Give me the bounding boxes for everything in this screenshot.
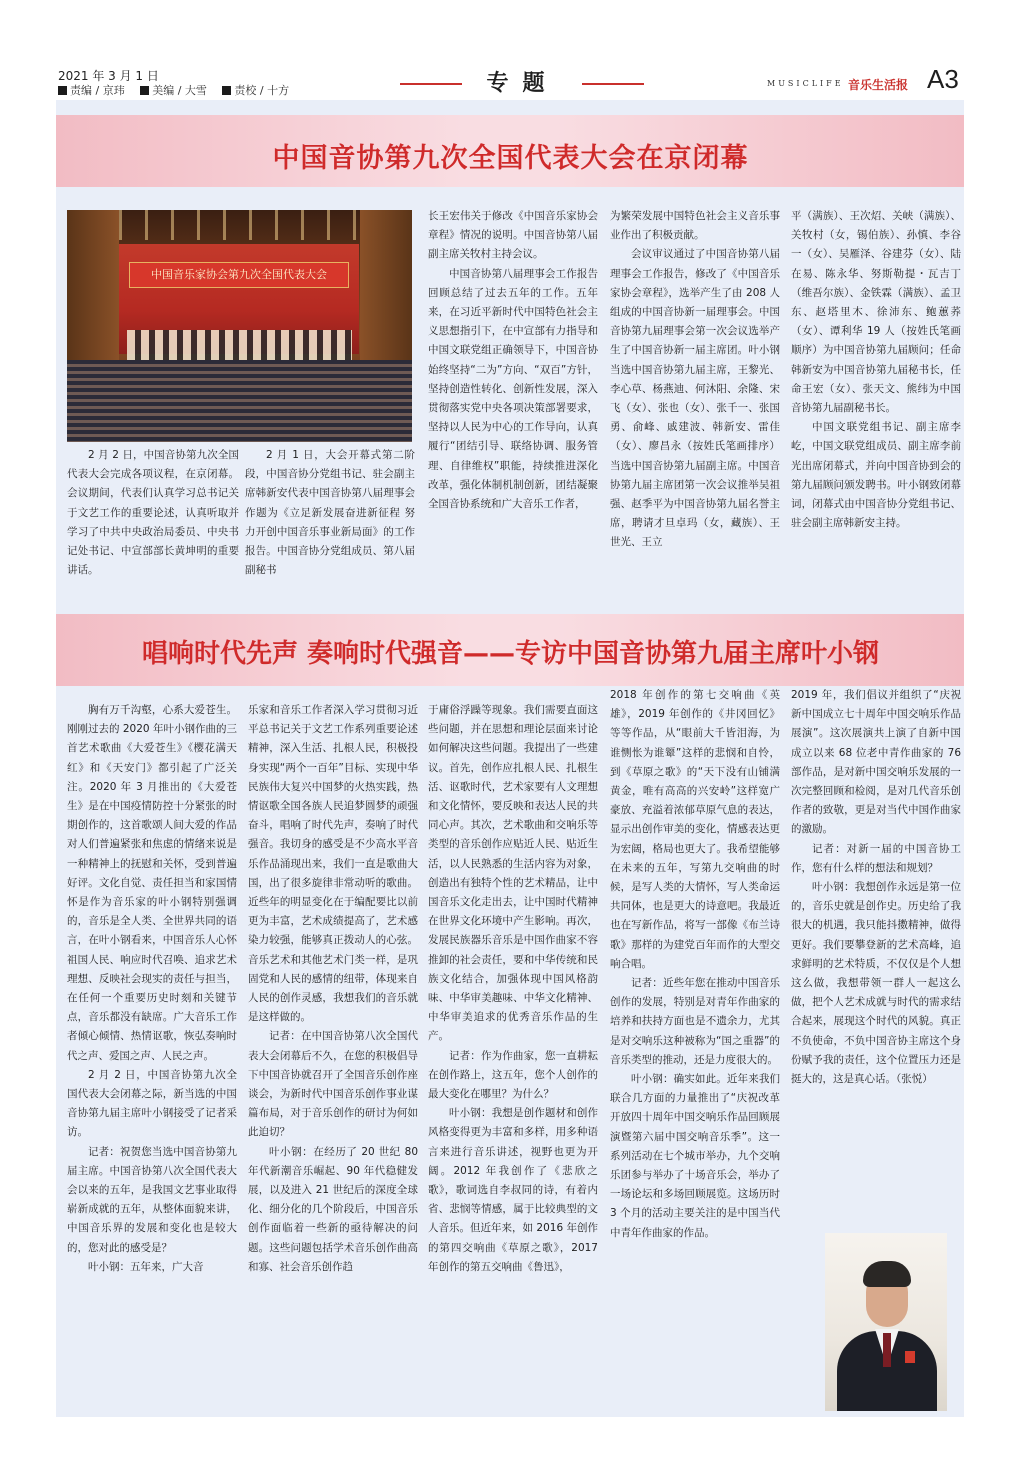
article1-column-4 bbox=[610, 207, 780, 595]
paragraph: 记者：祝贺您当选中国音协第九届主席。中国音协第八次全国代表大会以来的五年，是我国文艺事业取得崭新成就的五年，从整体面貌来讲，中国音乐界的发展和变化也是较大的，您对此的感受是？ bbox=[67, 1145, 237, 1254]
column-rule-left bbox=[400, 83, 462, 85]
paragraph: 2019 年，我们倡议并组织了“庆祝新中国成立七十周年中国交响乐作品展演”。这次展演共上演了自新中国成立以来 68 位老中青作曲家的 76 部作品，是对新中国交响乐发展的一次完整回顾和检阅，是对几代音乐创作者的致敬，更是对当代中国作曲家的激励。 bbox=[791, 689, 961, 836]
paragraph: 会议审议通过了中国音协第八届理事会工作报告，修改了《中国音乐家协会章程》，选举产生了由 208 人组成的中国音协新一届理事会。中国音协第九届理事会第一次会议选举产生了中国音协新一届主席团。叶小钢当选中国音协第九届主席，王黎光、李心草、杨燕迪、何沐阳、余隆、宋飞（女）、张也（女）、张千一、张国勇、俞峰、戚建波、韩新安、雷佳（女）、廖昌永（按姓氏笔画排序）当选中国音协第九届副主席。中国音协第九届主席团第一次会议推举吴祖强、赵季平为中国音协第九届名誉主席，聘请才旦卓玛（女，藏族）、王世光、王立 bbox=[610, 248, 780, 549]
brand-english: MUSICLIFE bbox=[767, 79, 844, 88]
square-bullet-icon bbox=[222, 86, 231, 95]
article1-headline: 中国音协第九次全国代表大会在京闭幕 bbox=[272, 143, 749, 174]
square-bullet-icon bbox=[58, 86, 67, 95]
column-rule-right bbox=[582, 83, 644, 85]
paragraph: 平（满族）、王次炤、关峡（满族）、关牧村（女，锡伯族）、孙慎、李谷一（女）、吴雁泽、谷建芬（女）、陆在易、陈永华、努斯勒提・瓦吉丁（维吾尔族）、金铁霖（满族）、孟卫东、赵塔里木、徐沛东、鲍蕙荞（女）、谭利华 19 人（按姓氏笔画顺序）为中国音协第九届顾问；任命韩新安为中国音协第九届秘书长，任命王宏（女）、张天文、熊纬为中国音协第九届副秘书长。 bbox=[791, 210, 961, 415]
article1-column-1: 2 月 2 日，中国音协第九次全国代表大会完成各项议程，在京闭幕。会议期间，代表们认真学习总书记关于文艺工作的重要论述，认真听取并学习了中共中央政治局委员、中央书记处书记、中宣部部长黄坤明的重要讲话。 bbox=[67, 449, 239, 577]
stage-banner: 中国音乐家协会第九次全国代表大会 bbox=[129, 262, 349, 288]
paper-name: 音乐生活报 bbox=[848, 78, 909, 92]
paragraph: 记者：在中国音协第八次全国代表大会闭幕后不久，在您的积极倡导下中国音协就召开了全国音乐创作座谈会，为新时代中国音乐创作事业谋篇布局，对于音乐创作的研讨为何如此迫切？ bbox=[248, 1030, 418, 1139]
page-number: A3 bbox=[927, 64, 959, 94]
paragraph: 于庸俗浮躁等现象。我们需要直面这些问题，并在思想和理论层面来讨论如何解决这些问题。我提出了一些建议。首先，创作应扎根人民、扎根生活、讴歌时代，艺术家要有人文理想和文化情怀，要反映和表达人民的共同心声。其次，艺术歌曲和交响乐等类型的音乐创作应贴近人民、贴近生活，以人民熟悉的生活内容为对象，创造出有独特个性的艺术精品，让中国音乐文化走出去，让中国时代精神在世界文化环境中产生影响。再次，发展民族器乐音乐是中国作曲家不容推卸的社会责任，要和中华传统和民族文化结合，加强体现中国风格韵味、中华审美趣味、中华文化精神、中华审美追求的优秀音乐作品的生产。 bbox=[428, 704, 598, 1043]
article2-column-2 bbox=[248, 701, 418, 1407]
article1-column-5 bbox=[791, 207, 961, 595]
article2-column-1 bbox=[67, 701, 237, 1407]
article2-column-5 bbox=[791, 686, 961, 1226]
paragraph: 为繁荣发展中国特色社会主义音乐事业作出了积极贡献。 bbox=[610, 210, 780, 242]
article2-column-4 bbox=[610, 686, 780, 1408]
editor-credit: 责编 / 京玮 bbox=[70, 84, 125, 97]
paragraph: 叶小钢：确实如此。近年来我们联合几方面的力量推出了“庆祝改革开放四十周年中国交响乐作品回顾展演暨第六届中国交响音乐季”。这一系列活动在七个城市举办，九个交响乐团参与举办了十场音乐会，举办了一场论坛和多场回顾展览。这场历时 3 个月的活动主要关注的是中国当代中青年作曲家的作品。 bbox=[610, 1073, 780, 1239]
paragraph: 中国文联党组书记、副主席李屹，中国文联党组成员、副主席李前光出席闭幕式，并向中国音协到会的第九届顾问颁发聘书。叶小钢致闭幕词，闭幕式由中国音协分党组书记、驻会副主席韩新安主持。 bbox=[791, 421, 961, 530]
paragraph: 记者：作为作曲家，您一直耕耘在创作路上，这五年，您个人创作的最大变化在哪里？为什么？ bbox=[428, 1049, 598, 1101]
paragraph: 叶小钢：五年来，广大音 bbox=[88, 1260, 204, 1273]
article1-column-3 bbox=[428, 207, 598, 595]
paragraph: 长王宏伟关于修改《中国音乐家协会章程》情况的说明。中国音协第八届副主席关牧村主持会议。 bbox=[428, 210, 598, 261]
paragraph: 中国音协第八届理事会工作报告回顾总结了过去五年的工作。五年来，在习近平新时代中国特色社会主义思想指引下，在中宣部有力指导和中国文联党组正确领导下，中国音协始终坚持“二为”方向、“双百”方针，坚持创造性转化、创新性发展，深入贯彻落实党中央各项决策部署要求，坚持以人民为中心的工作导向，认真履行“团结引导、联络协调、服务管理、自律维权”职能，持续推进深化改革，强化体制机制创新，团结凝聚全国音协系统和广大音乐工作者， bbox=[428, 267, 598, 511]
ye-xiaogang-portrait bbox=[825, 1233, 947, 1411]
square-bullet-icon bbox=[140, 86, 149, 95]
article2-headline: 唱响时代先声 奏响时代强音——专访中国音协第九届主席叶小钢 bbox=[141, 639, 880, 669]
paragraph: 记者：近些年您在推动中国音乐创作的发展，特别是对青年作曲家的培养和扶持方面也是不遗余力，尤其是对交响乐这种被称为“国之重器”的音乐类型的推动，还是力度很大的。 bbox=[610, 977, 780, 1066]
congress-hall-photo bbox=[67, 210, 412, 442]
issue-date: 2021 年 3 月 1 日 bbox=[58, 69, 159, 83]
audience-seats bbox=[67, 360, 412, 442]
paragraph: 2 月 2 日，中国音协第九次全国代表大会闭幕之际，新当选的中国音协第九届主席叶小钢接受了记者采访。 bbox=[67, 1068, 237, 1139]
column-title: 专题 bbox=[486, 70, 559, 96]
paragraph: 叶小钢：在经历了 20 世纪 80 年代新潮音乐崛起、90 年代稳健发展，以及进入 21 世纪后的深度全球化、细分化的几个阶段后，中国音乐创作面临着一些新的亟待解决的问题。这些问题包括学术音乐创作曲高和寡、社会音乐创作趋 bbox=[248, 1145, 418, 1273]
paragraph: 胸有万千沟壑，心系大爱苍生。刚刚过去的 2020 年叶小钢作曲的三首艺术歌曲《大爱苍生》《樱花满天红》和《天安门》都引起了广泛关注。2020 年 3 月推出的《大爱苍生》是在中国疫情防控十分紧张的时期创作的，这首歌颂人间大爱的作品对人们普遍紧张和焦虑的情绪来说是一种精神上的抚慰和关怀，受到普遍好评。文化自觉、责任担当和家国情怀是作为音乐家的叶小钢特别强调的，音乐是全人类、全世界共同的语言，在叶小钢看来，中国音乐人心怀祖国人民、响应时代召唤、追求艺术理想、反映社会现实的责任与担当，在任何一个重要历史时刻和关键节点，音乐都没有缺席。广大音乐工作者倾心倾情、热情讴歌，恢弘奏响时代之声、爱国之声、人民之声。 bbox=[67, 704, 237, 1062]
delegate-badge-icon bbox=[905, 1351, 915, 1363]
proofreader-credit: 责校 / 十方 bbox=[234, 84, 290, 97]
masthead bbox=[0, 0, 1021, 100]
paragraph: 记者：对新一届的中国音协工作，您有什么样的想法和规划？ bbox=[791, 842, 961, 874]
staff-credits bbox=[58, 82, 289, 98]
article1-column-2: 2 月 1 日，大会开幕式第二阶段，中国音协分党组书记、驻会副主席韩新安代表中国音协第八届理事会作题为《立足新发展奋进新征程 努力开创中国音乐事业新局面》的工作报告。中国音协分党组成员、第八届副秘书 bbox=[245, 449, 415, 577]
article2-column-3 bbox=[428, 701, 598, 1407]
podium-rows bbox=[127, 330, 352, 360]
paragraph: 2018 年创作的第七交响曲《英雄》，2019 年创作的《井冈回忆》等等作品，从“眼前大千皆泪海，为谁恻怅为谁颦”这样的悲悯和自怜，到《草原之歌》的“天下没有山铺满黄金，唯有高高的兴安岭”这样宽广豪放、充溢着浓郁草原气息的表达，显示出创作审美的变化，情感表达更为宏阔，格局也更大了。我希望能够在未来的五年，写第九交响曲的时候，是写人类的大情怀，写人类命运共同体，也是更大的诗意吧。我最近也在写新作品，将写一部像《布兰诗歌》那样的为建党百年而作的大型交响合唱。 bbox=[610, 689, 780, 970]
paragraph: 叶小钢：我想是创作题材和创作风格变得更为丰富和多样，用多种语言来进行音乐讲述，视野也更为开阔。2012 年我创作了《悲欣之歌》，歌词选自李叔同的诗，有着内省、悲悯等情感，属于比较典型的文人音乐。但近年来，如 2016 年创作的第四交响曲《草原之歌》，2017 年创作的第五交响曲《鲁迅》， bbox=[428, 1107, 598, 1273]
paragraph: 叶小钢：我想创作永远是第一位的，音乐史就是创作史。历史给了我很大的机遇，我只能抖擞精神，做得更好。我们要攀登新的艺术高峰，追求鲜明的艺术特质，不仅仅是个人想这么做，我想带领一群人一起这么做，把个人艺术成就与时代的需求结合起来，展现这个时代的风貌。真正不负使命，不负中国音协主席这个身份赋予我的责任，这个位置压力还是挺大的，这是真心话。（张悦） bbox=[791, 881, 961, 1086]
designer-credit: 美编 / 大雪 bbox=[152, 84, 207, 97]
paragraph: 乐家和音乐工作者深入学习贯彻习近平总书记关于文艺工作系列重要论述精神，深入生活、扎根人民，积极投身实现“两个一百年”目标、实现中华民族伟大复兴中国梦的火热实践，热情讴歌全国各族人民追梦圆梦的顽强奋斗，唱响了时代先声，奏响了时代强音。我切身的感受是不少高水平音乐作品涌现出来，我们一直是歌曲大国，出了很多旋律非常动听的歌曲。近些年的明显变化在于编配要比以前更为丰富，艺术成绩提高了，艺术感染力较强，能够真正拨动人的心弦。音乐艺术和其他艺术门类一样，是巩固党和人民的感情的纽带，体现来自人民的创作灵感，我想我们的音乐就是这样做的。 bbox=[248, 704, 418, 1024]
